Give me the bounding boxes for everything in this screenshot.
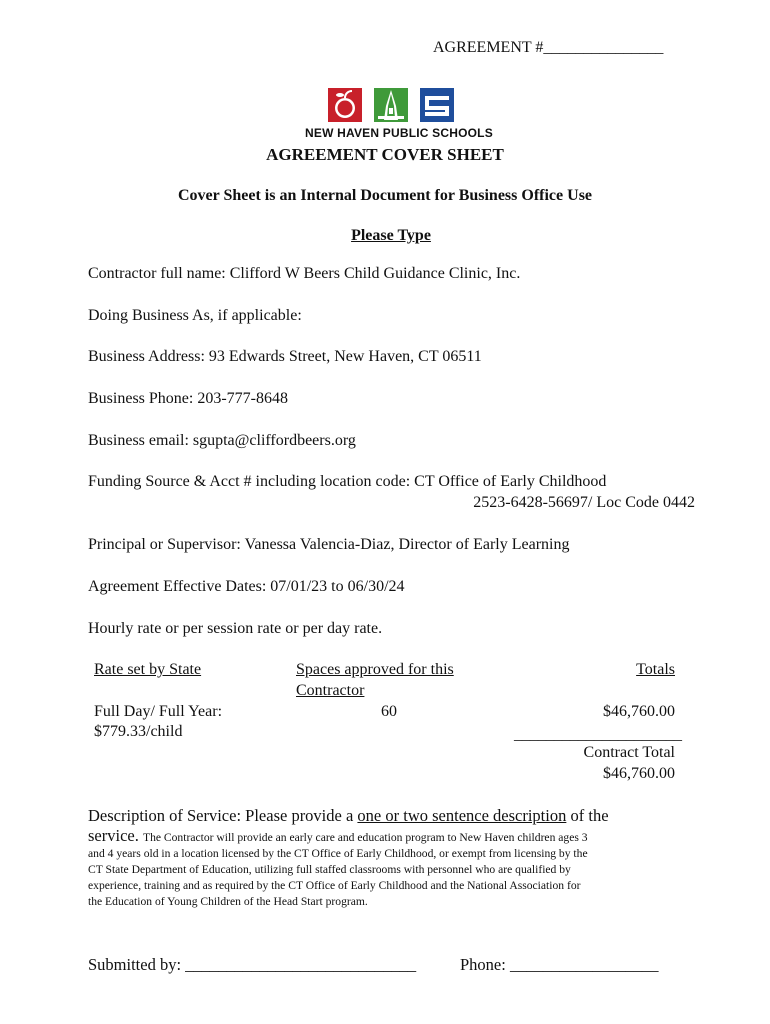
description-label-service: service. [88,826,139,845]
please-type-heading: Please Type [351,227,431,244]
submitter-phone-field: Phone: __________________ [460,955,659,974]
address-field: Business Address: 93 Edwards Street, New Haven, CT 06511 [88,348,482,365]
row-total-value: $46,760.00 [603,703,675,720]
effective-dates-field: Agreement Effective Dates: 07/01/23 to 06/30/24 [88,578,405,595]
description-label-suffix: of the [566,806,609,825]
rate-row-value: $779.33/child [94,723,183,740]
funding-source-field: Funding Source & Acct # including location code: CT Office of Early Childhood [88,473,607,490]
funding-account-code: 2523-6428-56697/ Loc Code 0442 [473,494,695,511]
rate-column-header: Rate set by State [94,661,202,678]
total-rule: _____________________ [514,726,682,743]
contract-total-value: $46,760.00 [603,765,675,782]
description-label-line2 [88,826,588,847]
description-label-underlined: one or two sentence description [357,806,567,825]
description-label-prefix: Description of Service: Please provide a [88,806,358,825]
submitted-by-field: Submitted by: ____________________________ [88,955,417,974]
principal-field: Principal or Supervisor: Vanessa Valencia-Diaz, Director of Early Learning [88,536,570,553]
contract-total-label: Contract Total [583,744,675,761]
dba-field: Doing Business As, if applicable: [88,307,302,324]
description-text-line-5: the Education of Young Children of the Head Start program. [88,895,368,908]
description-label [88,806,609,826]
description-text-line-2: and 4 years old in a location licensed by the CT Office of Early Childhood, or exempt from licensing by the [88,847,588,860]
rate-type-field: Hourly rate or per session rate or per day rate. [88,620,383,637]
phone-field: Business Phone: 203-777-8648 [88,390,288,407]
page-subtitle: Cover Sheet is an Internal Document for Business Office Use [177,187,593,204]
spaces-column-header-1: Spaces approved for this [296,661,454,678]
nhps-logo [328,86,458,126]
logo-text: NEW HAVEN PUBLIC SCHOOLS [305,126,493,140]
page-title: AGREEMENT COVER SHEET [266,145,504,164]
totals-column-header: Totals [636,661,675,678]
spaces-value: 60 [381,703,397,720]
email-field: Business email: sgupta@cliffordbeers.org [88,432,356,449]
description-text-line-3: CT State Department of Education, utilizing full staffed classrooms with personnel who are qualified by [88,863,571,876]
contractor-field: Contractor full name: Clifford W Beers Child Guidance Clinic, Inc. [88,265,521,282]
spaces-column-header-2: Contractor [296,682,365,699]
description-text-line-4: experience, training and as required by the CT Office of Early Childhood and the National Association for [88,879,581,892]
agreement-number: AGREEMENT #_______________ [433,39,664,56]
rate-row-label: Full Day/ Full Year: [94,703,223,720]
description-text-line-1: The Contractor will provide an early care and education program to New Haven children ages 3 [142,831,588,844]
